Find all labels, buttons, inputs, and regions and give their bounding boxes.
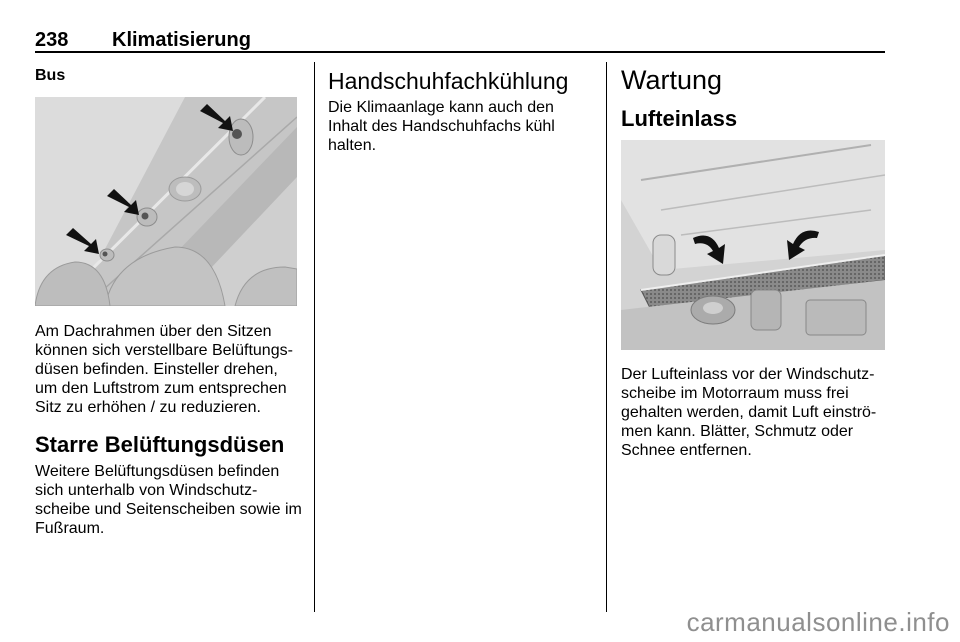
lufteinlass-heading: Lufteinlass — [621, 106, 738, 131]
air-inlet-illustration — [621, 140, 885, 350]
roof-vents-illustration — [35, 97, 297, 306]
page-number: 238 — [35, 29, 69, 51]
column-divider-2 — [606, 62, 607, 612]
starre-heading: Starre Belüftungsdüsen — [35, 432, 285, 457]
bus-heading: Bus — [35, 67, 66, 84]
handschuhfach-heading: Handschuhfachkühlung — [328, 68, 569, 94]
header-rule — [35, 51, 885, 53]
starre-paragraph: Weitere Belüftungsdüsen befinden sich unterhalb von Windschutz- scheibe und Seitenscheiben sowie im Fußraum. — [35, 463, 302, 537]
watermark: carmanualsonline.info — [686, 607, 950, 637]
chapter-title: Klimatisierung — [112, 29, 251, 51]
wartung-heading: Wartung — [621, 65, 723, 95]
handschuhfach-paragraph: Die Klimaanlage kann auch den Inhalt des Handschuhfachs kühl halten. — [328, 99, 555, 154]
column-divider-1 — [314, 62, 315, 612]
bus-paragraph: Am Dachrahmen über den Sitzen können sich verstellbare Belüftungs- düsen befinden. Einsteller drehen, um den Luftstrom zum entsprechen Sitz zu erhöhen / zu reduzieren. — [35, 323, 293, 416]
lufteinlass-paragraph: Der Lufteinlass vor der Windschutz- scheibe im Motorraum muss frei gehalten werden, damit Luft einströ- men kann. Blätter, Schmutz oder Schnee entfernen. — [621, 366, 877, 459]
